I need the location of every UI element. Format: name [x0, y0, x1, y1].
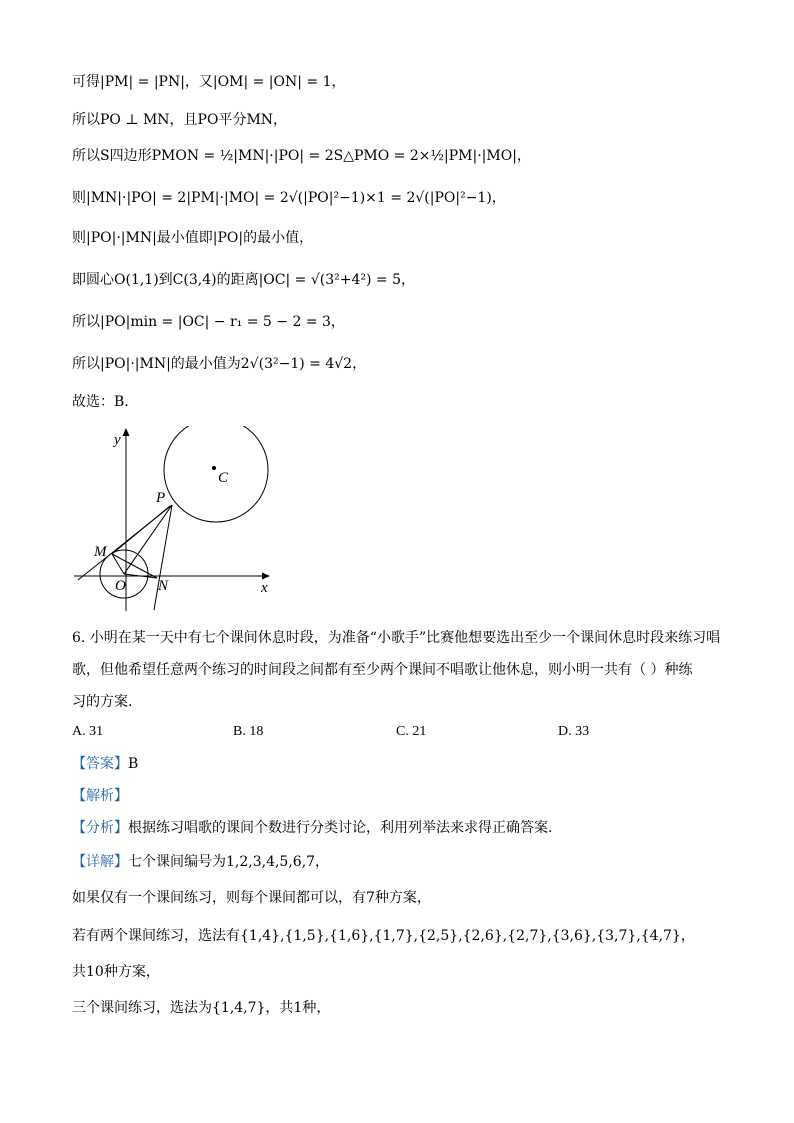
xiangjie-line: [72, 852, 329, 872]
case-two: 若有两个课间练习，选法有{1,4},{1,5},{1,6},{1,7},{2,5},{2,6},{2,7},{3,6},{3,7},{4,7}，: [72, 928, 695, 944]
option-b: B. 18: [233, 724, 264, 739]
option-d: D. 33: [558, 724, 590, 739]
answer-tag: 【答案】: [72, 756, 128, 772]
xiangjie-text: 七个课间编号为1,2,3,4,5,6,7，: [128, 854, 330, 870]
jiexi-line: [72, 786, 128, 806]
geometry-figure: [62, 426, 292, 616]
y-axis-arrow: [123, 428, 130, 436]
question-line-3: 习的方案.: [72, 694, 133, 710]
label-m: M: [94, 544, 107, 560]
case-three: 三个课间练习，选法为{1,4,7}，共1种，: [72, 1000, 331, 1016]
fenxi-line: [72, 818, 552, 838]
line-min-value: 所以|PO|·|MN|的最小值为2√(3²−1) = 4√2，: [72, 356, 367, 372]
line-min-po: 则|PO|·|MN|最小值即|PO|的最小值，: [72, 230, 314, 246]
option-c: C. 21: [396, 724, 427, 739]
case-two-count: 共10种方案，: [72, 964, 160, 980]
line-pm-pn: 可得|PM| = |PN|，又|OM| = |ON| = 1，: [72, 74, 346, 90]
tangent-pn: [154, 505, 172, 610]
option-a: A. 31: [72, 724, 104, 739]
line-choice: 故选：B.: [72, 394, 129, 410]
jiexi-tag: 【解析】: [72, 788, 128, 804]
line-area: 所以S四边形PMON = ½|MN|·|PO| = 2S△PMO = 2×½|PM|·|MO|，: [72, 148, 531, 164]
label-p: P: [156, 490, 166, 506]
answer-line: [72, 754, 138, 774]
center-c-dot: [212, 466, 216, 470]
line-distance: 即圆心O(1,1)到C(3,4)的距离|OC| = √(3²+4²) = 5，: [72, 272, 415, 288]
segment-po: [124, 505, 172, 574]
label-y: y: [114, 432, 121, 448]
question-line-2: 歌，但他希望任意两个练习的时间段之间都有至少两个课间不唱歌让他休息，则小明一共有（ ）种练: [72, 662, 693, 678]
circle-c: [164, 426, 268, 522]
question-line-1: 6. 小明在某一天中有七个课间休息时段，为准备“小歌手”比赛他想要选出至少一个课间休息时段来练习唱: [72, 630, 721, 646]
line-perpendicular: 所以PO ⊥ MN，且PO平分MN，: [72, 112, 288, 128]
xiangjie-tag: 【详解】: [72, 854, 128, 870]
fenxi-tag: 【分析】: [72, 820, 128, 836]
segment-mp: [112, 506, 170, 554]
x-axis-arrow: [262, 573, 270, 580]
line-product: 则|MN|·|PO| = 2|PM|·|MO| = 2√(|PO|²−1)×1 = 2√(|PO|²−1)，: [72, 190, 506, 206]
answer-value: B: [128, 756, 139, 772]
label-c: C: [218, 470, 229, 486]
label-o: O: [115, 578, 126, 594]
case-one: 如果仅有一个课间练习，则每个课间都可以，有7种方案，: [72, 890, 431, 906]
label-x: x: [261, 580, 268, 596]
fenxi-text: 根据练习唱歌的课间个数进行分类讨论，利用列举法来求得正确答案.: [128, 820, 553, 836]
label-n: N: [158, 578, 169, 594]
line-po-min: 所以|PO|min = |OC| − r₁ = 5 − 2 = 3，: [72, 314, 345, 330]
